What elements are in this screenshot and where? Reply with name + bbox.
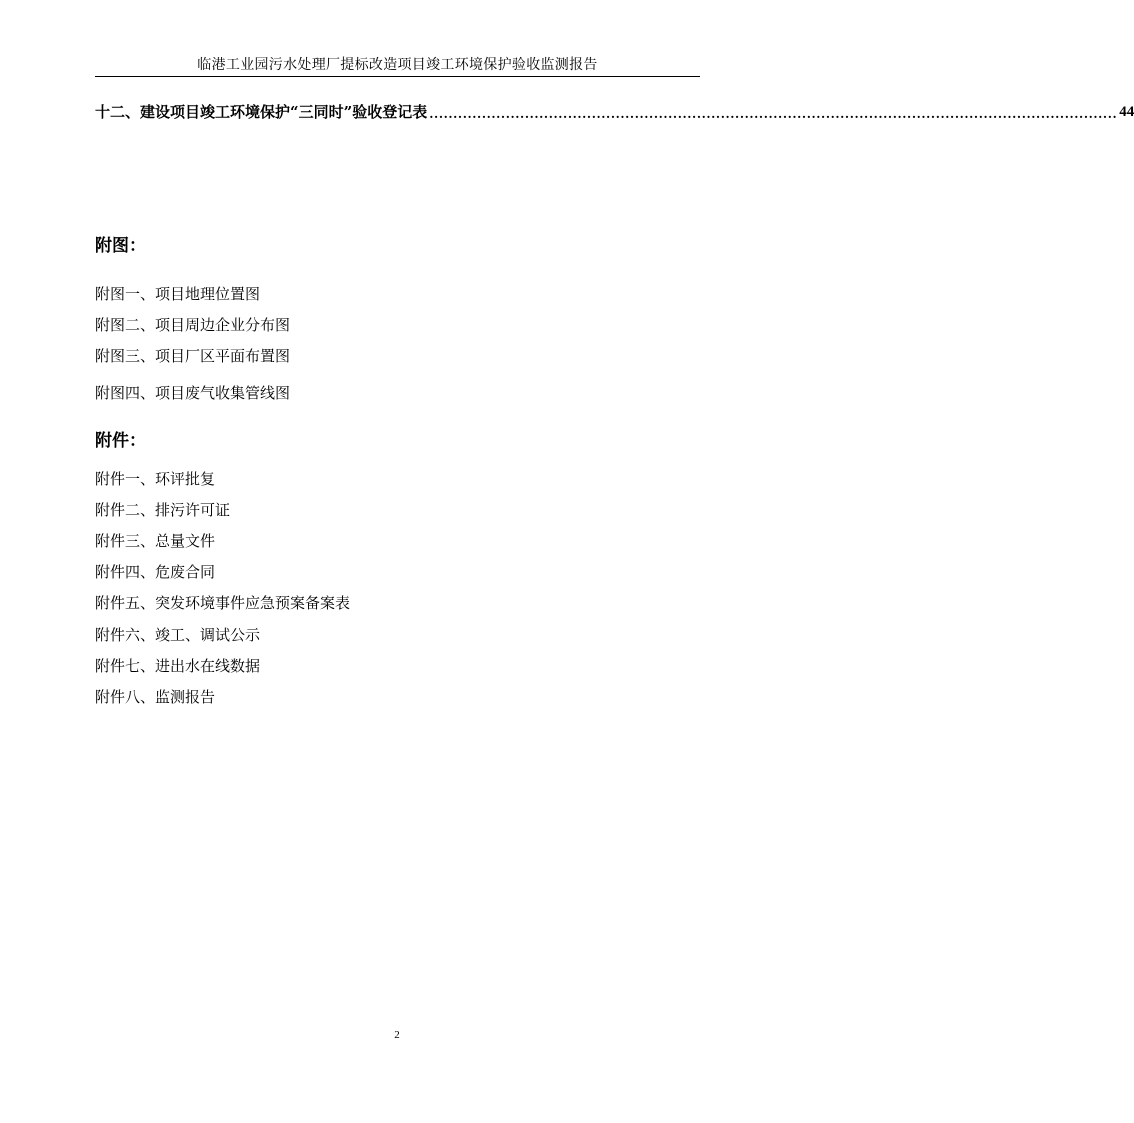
attachment-item: 附件八、监测报告 [95,688,216,706]
header-divider [95,76,700,77]
attachment-item: 附件五、突发环境事件应急预案备案表 [95,594,351,612]
attachment-item: 附件三、总量文件 [95,532,216,550]
attachment-item: 附件四、危废合同 [95,563,216,581]
figure-item: 附图一、项目地理位置图 [95,285,261,303]
figure-item: 附图四、项目废气收集管线图 [95,384,291,402]
toc-dot-leader: ................................................................................................................................................ [429,107,1118,121]
attachment-item: 附件六、竣工、调试公示 [95,626,261,644]
attachments-heading: 附件： [95,431,146,451]
figures-heading: 附图： [95,236,146,256]
toc-entry-title: 十二、建设项目竣工环境保护“三同时”验收登记表 [95,103,428,121]
figure-item: 附图二、项目周边企业分布图 [95,316,291,334]
toc-entry-page-number: 44 [1119,104,1134,120]
toc-entry[interactable] [95,99,1134,123]
page-number: 2 [394,1029,400,1041]
attachment-item: 附件二、排污许可证 [95,501,231,519]
attachment-item: 附件七、进出水在线数据 [95,657,261,675]
running-header-title: 临港工业园污水处理厂提标改造项目竣工环境保护验收监测报告 [197,57,598,73]
figure-item: 附图三、项目厂区平面布置图 [95,347,291,365]
attachment-item: 附件一、环评批复 [95,470,216,488]
